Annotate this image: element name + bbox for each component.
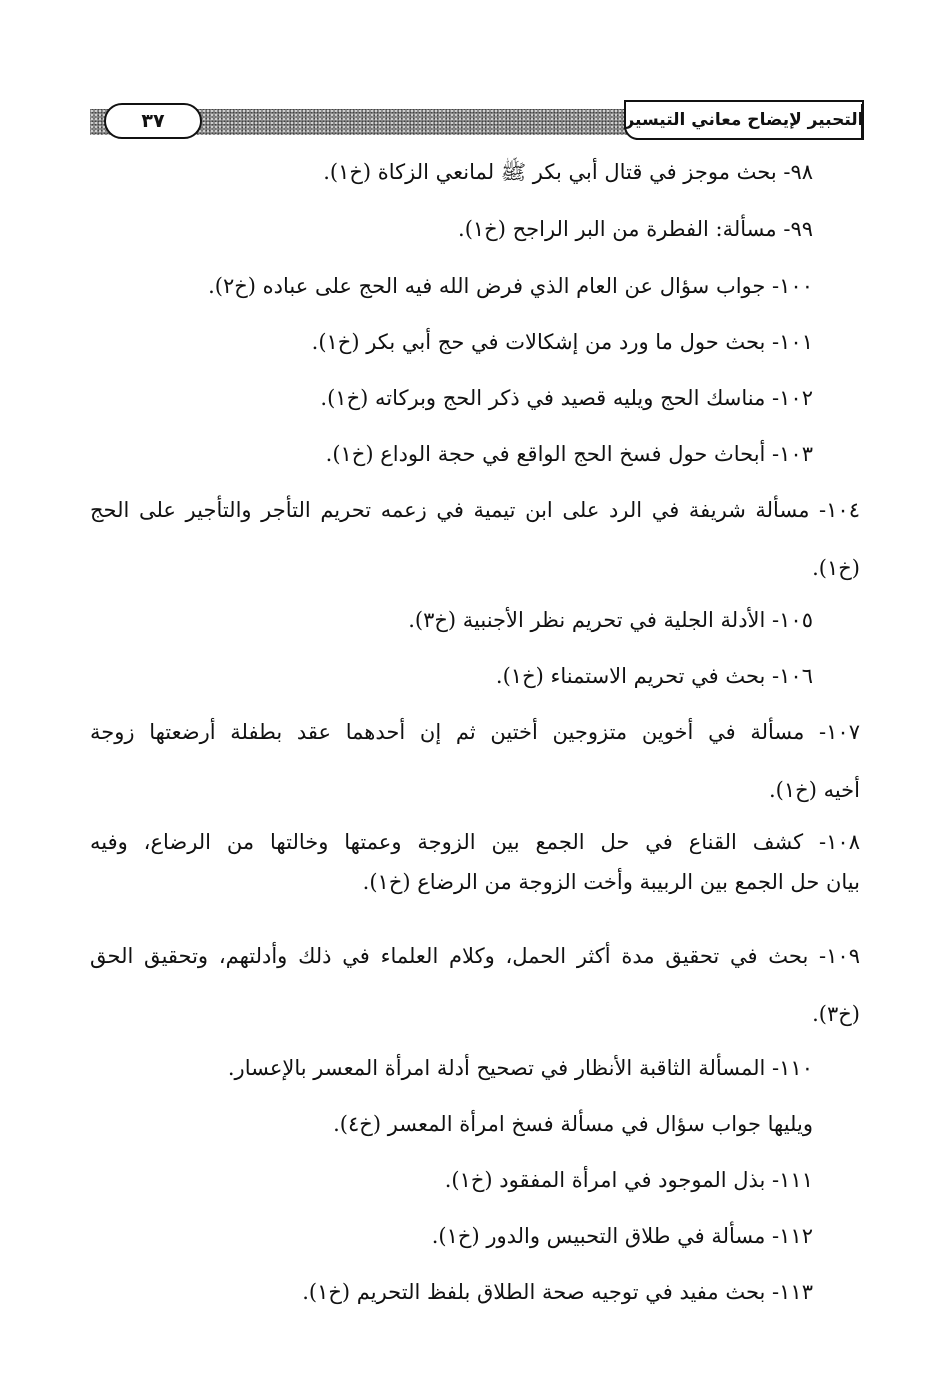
- list-item: [302, 1276, 813, 1308]
- entry-text-continued: (خ٣).: [812, 1002, 860, 1026]
- list-item: [90, 940, 860, 1030]
- list-item: [496, 660, 813, 692]
- running-header: [90, 100, 864, 146]
- entry-text-continued: أخيه (خ١).: [769, 778, 860, 802]
- list-item: [445, 1164, 813, 1196]
- entry-text: ١١٠- المسألة الثاقبة الأنظار في تصحيح أدلة امرأة المعسر بالإعسار.: [227, 1056, 813, 1080]
- entry-text: ١٠٦- بحث في تحريم الاستمناء (خ١).: [495, 664, 813, 688]
- list-item: [333, 1108, 813, 1140]
- list-item: [323, 156, 813, 188]
- list-item: [320, 382, 813, 414]
- entry-text: ١١٣- بحث مفيد في توجيه صحة الطلاق بلفظ التحريم (خ١).: [302, 1280, 813, 1304]
- entry-text: ١١١- بذل الموجود في امرأة المفقود (خ١).: [444, 1168, 813, 1192]
- list-item: [312, 326, 813, 358]
- list-item: [90, 716, 860, 806]
- entry-text: ١٠٧- مسألة في أخوين متزوجين أختين ثم إن أحدهما عقد بطفلة أرضعتها زوجة: [90, 720, 860, 744]
- entry-text: ١١٢- مسألة في طلاق التحبيس والدور (خ١).: [431, 1224, 813, 1248]
- list-item: [228, 1052, 813, 1084]
- page-number: ٣٧: [104, 103, 202, 139]
- list-item: [90, 826, 860, 898]
- entry-text: ١٠٤- مسألة شريفة في الرد على ابن تيمية في زعمه تحريم التأجر والتأجير على الحج: [90, 498, 860, 522]
- entry-text: ١٠٥- الأدلة الجلية في تحريم نظر الأجنبية (خ٣).: [408, 608, 813, 632]
- list-item: [408, 604, 813, 636]
- list-item: [432, 1220, 813, 1252]
- entry-text-continued: بيان حل الجمع بين الربيبة وأخت الزوجة من الرضاع (خ١).: [362, 870, 860, 894]
- list-item: [208, 270, 813, 302]
- entry-text: ١٠٨- كشف القناع في حل الجمع بين الزوجة وعمتها وخالتها من الرضاع، وفيه: [90, 830, 860, 854]
- entry-text: ١٠١- بحث حول ما ورد من إشكالات في حج أبي بكر (خ١).: [311, 330, 813, 354]
- entry-text: ٩٨- بحث موجز في قتال أبي بكر ﷺ لمانعي الزكاة (خ١).: [323, 160, 813, 184]
- entry-text: ١٠٣- أبحاث حول فسخ الحج الواقع في حجة الوداع (خ١).: [325, 442, 813, 466]
- entry-text: ويليها جواب سؤال في مسألة فسخ امرأة المعسر (خ٤).: [333, 1112, 813, 1136]
- list-item: [458, 213, 813, 245]
- entry-text: ١٠٩- بحث في تحقيق مدة أكثر الحمل، وكلام العلماء في ذلك وأدلتهم، وتحقيق الحق: [90, 944, 860, 968]
- entry-text-continued: (خ١).: [812, 556, 860, 580]
- list-item: [326, 438, 813, 470]
- list-item: [90, 494, 860, 584]
- entry-text: ١٠٠- جواب سؤال عن العام الذي فرض الله فيه الحج على عباده (خ٢).: [208, 274, 813, 298]
- entry-text: ٩٩- مسألة: الفطرة من البر الراجح (خ١).: [458, 217, 813, 241]
- book-title: التحبير لإيضاح معاني التيسير: [624, 100, 864, 140]
- entry-text: ١٠٢- مناسك الحج ويليه قصيد في ذكر الحج وبركاته (خ١).: [320, 386, 813, 410]
